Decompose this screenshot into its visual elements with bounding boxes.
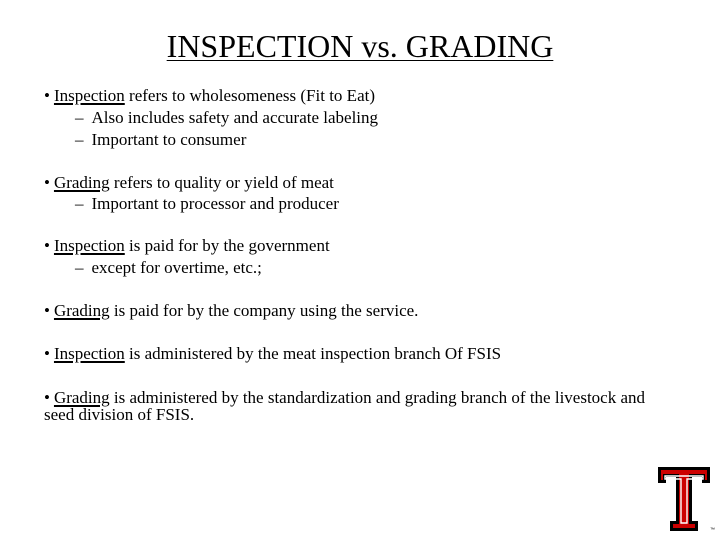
slide-title: INSPECTION vs. GRADING	[166, 28, 554, 64]
sub-bullet-text: except for overtime, etc.;	[91, 258, 262, 277]
trademark-mark: ™	[710, 527, 715, 533]
bullet-marker: •	[44, 344, 50, 363]
bullet-inspection-administered	[44, 344, 501, 364]
bullet-term: Grading	[53, 301, 110, 320]
bullet-inspection-paid	[44, 236, 330, 256]
bullet-grading-paid	[44, 301, 418, 321]
double-t-logo-icon	[656, 465, 714, 533]
bullet-inspection-wholesomeness	[44, 86, 375, 106]
bullet-marker: •	[44, 301, 50, 320]
sub-bullet	[75, 130, 246, 150]
bullet-term: Inspection	[53, 86, 125, 105]
sub-bullet	[75, 108, 378, 128]
bullet-term: Grading	[53, 173, 110, 192]
bullet-grading-administered	[44, 389, 654, 423]
bullet-text: is administered by the meat inspection branch Of FSIS	[124, 344, 502, 363]
bullet-marker: •	[44, 388, 50, 407]
sub-bullet-text: Also includes safety and accurate labeling	[91, 108, 379, 127]
sub-bullet-text: Important to consumer	[91, 130, 247, 149]
bullet-term: Grading	[53, 388, 110, 407]
dash-marker: –	[75, 130, 84, 149]
dash-marker: –	[75, 258, 84, 277]
bullet-marker: •	[44, 86, 50, 105]
bullet-term: Inspection	[53, 344, 125, 363]
bullet-grading-quality	[44, 173, 334, 193]
bullet-term: Inspection	[53, 236, 125, 255]
bullet-text: refers to wholesomeness (Fit to Eat)	[124, 86, 375, 105]
bullet-marker: •	[44, 236, 50, 255]
sub-bullet	[75, 194, 339, 214]
dash-marker: –	[75, 108, 84, 127]
dash-marker: –	[75, 194, 84, 213]
bullet-text: is paid for by the government	[124, 236, 330, 255]
bullet-text: refers to quality or yield of meat	[109, 173, 334, 192]
sub-bullet-text: Important to processor and producer	[91, 194, 339, 213]
bullet-text: is paid for by the company using the service.	[109, 301, 419, 320]
bullet-marker: •	[44, 173, 50, 192]
sub-bullet	[75, 258, 262, 278]
bullet-text: is administered by the standardization and grading branch of the livestock and seed division of FSIS.	[44, 388, 646, 424]
